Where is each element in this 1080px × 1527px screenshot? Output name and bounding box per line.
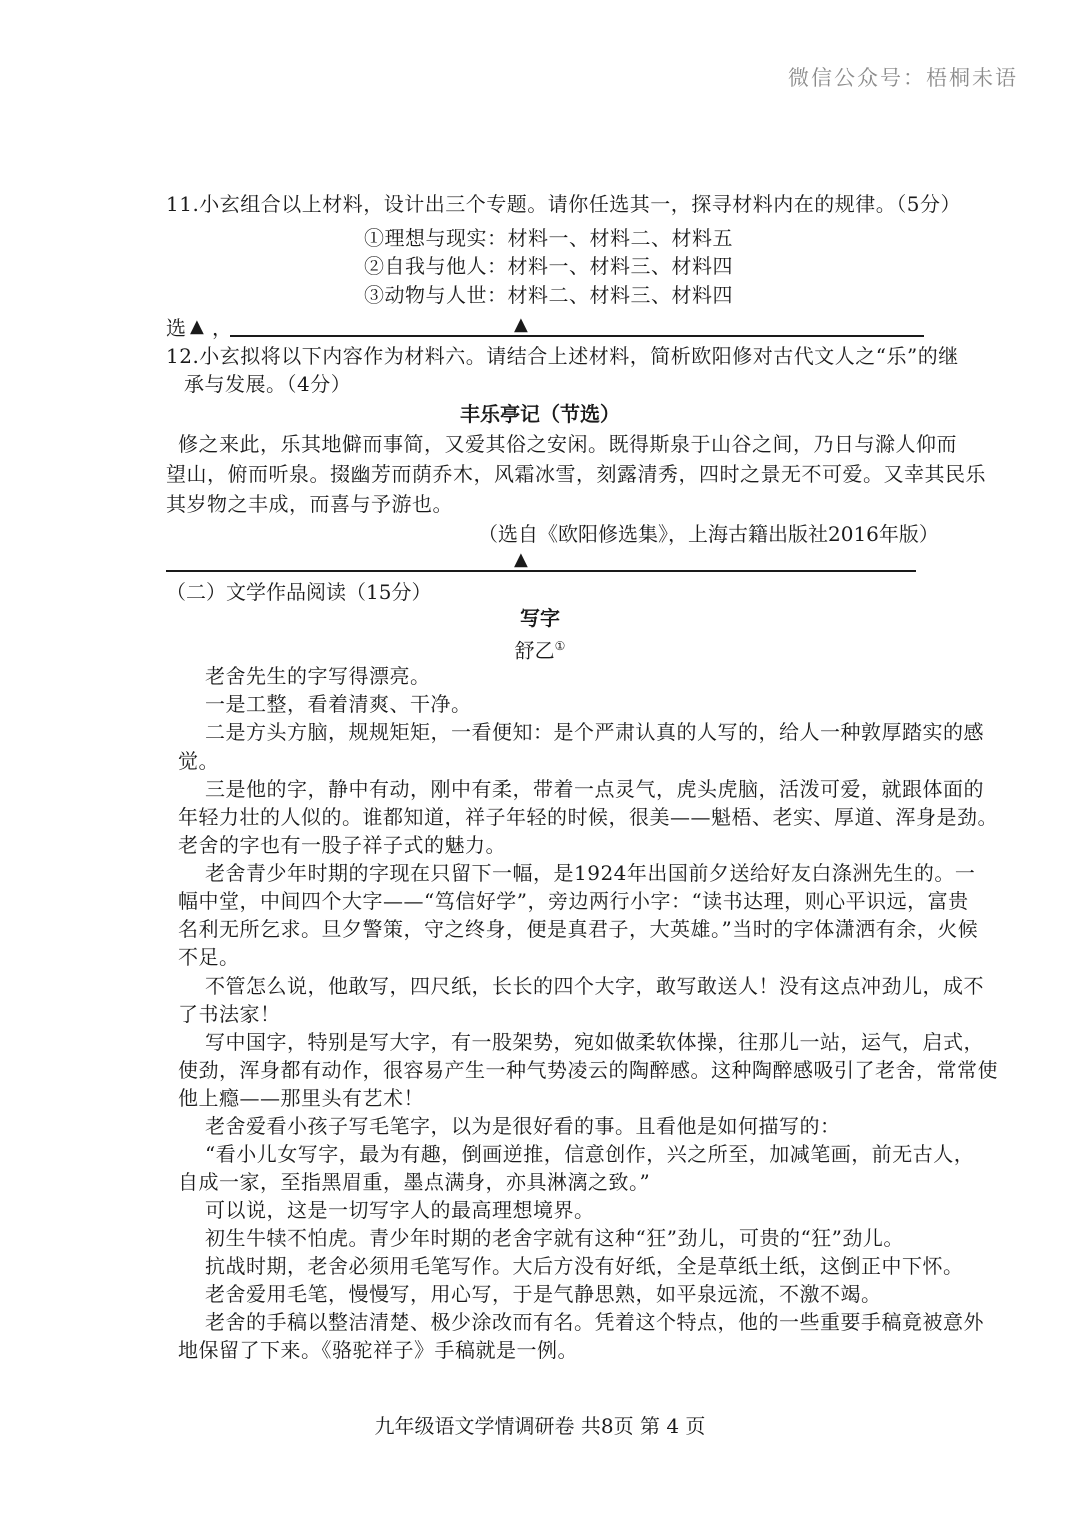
excerpt-line-3: 其岁物之丰成，而喜与予游也。 [166, 492, 453, 516]
paragraph-line: 他上瘾——那里头有艺术！ [178, 1086, 424, 1110]
article-title: 写字 [520, 606, 560, 630]
paragraph-line: 老舍爱用毛笔，慢慢写，用心写，于是气静思熟，如平泉远流，不激不竭。 [205, 1282, 882, 1306]
paragraph-line: 老舍爱看小孩子写毛笔字，以为是很好看的事。且看他是如何描写的： [205, 1114, 841, 1138]
paragraph-line: 年轻力壮的人似的。谁都知道，祥子年轻的时候，很美——魁梧、老实、厚道、浑身是劲。 [178, 805, 998, 829]
paragraph-line: 写中国字，特别是写大字，有一股架势，宛如做柔软体操，往那儿一站，运气，启式， [205, 1030, 984, 1054]
answer-triangle-icon: ▲ [514, 314, 528, 335]
paragraph-line: 不管怎么说，他敢写，四尺纸，长长的四个大字，敢写敢送人！没有这点冲劲儿，成不 [205, 974, 984, 998]
paragraph-line: 自成一家，至指黑眉重，墨点满身，亦具淋漓之致。” [178, 1170, 651, 1194]
q12-answer-line[interactable] [166, 570, 916, 572]
paragraph-line: 觉。 [178, 749, 219, 773]
q11-answer-prefix: 选 [166, 316, 186, 340]
paragraph-line: 了书法家！ [178, 1002, 281, 1026]
q12-stem-line1: 12.小玄拟将以下内容作为材料六。请结合上述材料，简析欧阳修对古代文人之“乐”的继 [166, 344, 959, 368]
author-name: 舒乙 [514, 638, 555, 663]
paragraph-line: 二是方头方脑，规规矩矩，一看便知：是个严肃认真的人写的，给人一种敦厚踏实的感 [205, 720, 984, 744]
paragraph-line: 幅中堂，中间四个大字——“笃信好学”，旁边两行小字：“读书达理，则心平识远，富贵 [178, 889, 969, 913]
paragraph-line: 名利无所乞求。旦夕警策，守之终身，便是真君子，大英雄。”当时的字体潇洒有余，火候 [178, 917, 979, 941]
paragraph-line: “看小儿女写字，最为有趣，倒画逆推，信意创作，兴之所至，加减笔画，前无古人， [205, 1142, 975, 1166]
excerpt-title: 丰乐亭记（节选） [460, 402, 620, 426]
q12-stem-line2: 承与发展。（4分） [184, 372, 352, 396]
q11-topic-2: ②自我与他人：材料一、材料三、材料四 [364, 254, 733, 278]
paragraph-line: 使劲，浑身都有动作，很容易产生一种气势凌云的陶醉感。这种陶醉感吸引了老舍，常常使 [178, 1058, 998, 1082]
q11-topic-1: ①理想与现实：材料一、材料二、材料五 [364, 226, 733, 250]
answer-triangle-icon: ▲ [190, 316, 204, 337]
q11-stem: 11.小玄组合以上材料，设计出三个专题。请你任选其一，探寻材料内在的规律。（5分） [166, 192, 962, 216]
paragraph-line: 老舍先生的字写得漂亮。 [205, 664, 431, 688]
paragraph-line: 地保留了下来。《骆驼祥子》手稿就是一例。 [178, 1338, 578, 1362]
paragraph-line: 一是工整，看着清爽、干净。 [205, 692, 472, 716]
paragraph-line: 不足。 [178, 945, 240, 969]
q11-answer-comma: ， [212, 316, 232, 340]
paragraph-line: 初生牛犊不怕虎。青少年时期的老舍字就有这种“狂”劲儿，可贵的“狂”劲儿。 [205, 1226, 904, 1250]
excerpt-line-2: 望山，俯而听泉。掇幽芳而荫乔木，风霜冰雪，刻露清秀，四时之景无不可爱。又幸其民乐 [166, 462, 986, 486]
paragraph-line: 抗战时期，老舍必须用毛笔写作。大后方没有好纸，全是草纸土纸，这倒正中下怀。 [205, 1254, 964, 1278]
section-heading: （二）文学作品阅读（15分） [166, 580, 432, 604]
q11-answer-line[interactable] [230, 335, 924, 337]
answer-triangle-icon: ▲ [514, 549, 528, 570]
paragraph-line: 三是他的字，静中有动，刚中有柔，带着一点灵气，虎头虎脑，活泼可爱，就跟体面的 [205, 777, 984, 801]
excerpt-line-1: 修之来此，乐其地僻而事简，又爱其俗之安闲。既得斯泉于山谷之间，乃日与滁人仰而 [178, 432, 957, 456]
article-author [0, 632, 1080, 665]
q11-topic-3: ③动物与人世：材料二、材料三、材料四 [364, 283, 733, 307]
author-footnote-mark: ① [554, 639, 566, 653]
paragraph-line: 老舍青少年时期的字现在只留下一幅，是1924年出国前夕送给好友白涤洲先生的。一 [205, 861, 976, 885]
paragraph-line: 可以说，这是一切写字人的最高理想境界。 [205, 1198, 595, 1222]
page-footer: 九年级语文学情调研卷 共8页 第 4 页 [374, 1414, 706, 1438]
paragraph-line: 老舍的手稿以整洁清楚、极少涂改而有名。凭着这个特点，他的一些重要手稿竟被意外 [205, 1310, 984, 1334]
watermark: 微信公众号：梧桐未语 [788, 66, 1018, 90]
paragraph-line: 老舍的字也有一股子祥子式的魅力。 [178, 833, 506, 857]
excerpt-source: （选自《欧阳修选集》，上海古籍出版社2016年版） [478, 522, 939, 546]
